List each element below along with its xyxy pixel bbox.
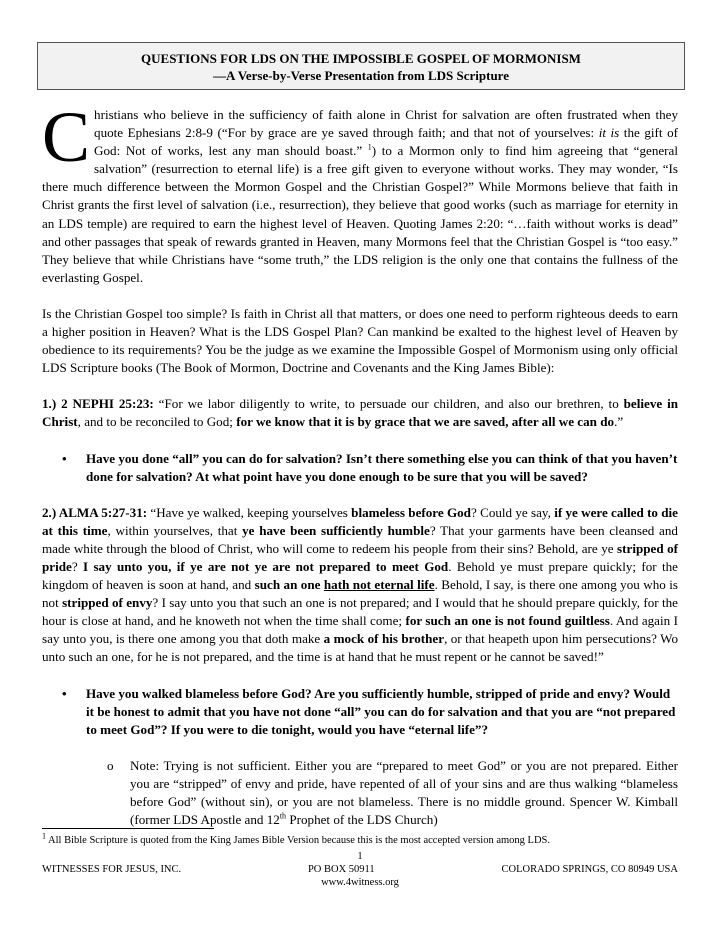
- document-subtitle: —A Verse-by-Verse Presentation from LDS Scripture: [213, 68, 509, 83]
- footnote-ref[interactable]: 1: [367, 142, 372, 152]
- bullet-icon: •: [62, 450, 67, 466]
- document-body: [42, 97, 678, 829]
- intro-paragraph-2: Is the Christian Gospel too simple? Is faith in Christ all that matters, or does one need to perform righteous deeds to earn a higher position in Heaven? What is the LDS Gospel Plan? Can mankind be exalted to the highest level of Heaven by obedience to its requirements? You be the judge as we examine the Impossible Gospel of Mormonism using only official LDS Scripture books (The Book of Mormon, Doctrine and Covenants and the King James Bible):: [42, 305, 678, 376]
- page-number: 1: [357, 851, 363, 862]
- intro-paragraph-1: Christians who believe in the sufficiency of faith alone in Christ for salvation are often frustrated when they quote Ephesians 2:8-9 (“For by grace are ye saved through faith; and that not of yourselves: it is the gift of God: Not of works, lest any man should boast.” $^1$) to a Mormon only to find him agreeing that “general salvation” (resurrection to eternal life) is a free gift given to everyone without works. They may wonder, “Is there much difference between the Mormon Gospel and the Christian Gospel?” While Mormons believe that faith in Christ grants the first level of salvation (i.e., resurrection), they believe that good works (such as marriage for eternity in an LDS temple) are required to earn the highest level of Heaven. Quoting James 2:20: “…faith without works is dead” and other passages that speak of rewards granted in Heaven, many Mormons feel that the Christian Gospel is “too easy.” They believe that while Christians have “some truth,” the LDS religion is the only one that contains the fullness of the everlasting Gospel.: [42, 97, 678, 285]
- question-2-bullet: • Have you walked blameless before God? Are you sufficiently humble, stripped of pride and envy? Would it be honest to admit that you have not done “all” you can do for salvation and that you are “not prepared to meet God”? If you were to die tonight, would you have “eternal life”?: [62, 685, 676, 737]
- scripture-ref: 1.) 2 NEPHI 25:23:: [42, 396, 154, 412]
- footnote-divider: [42, 828, 214, 829]
- footer-po-box: PO BOX 50911: [307, 864, 375, 875]
- scripture-ref: 2.) ALMA 5:27-31:: [42, 504, 148, 520]
- footer-org: WITNESSES FOR JESUS, INC.: [42, 864, 182, 875]
- document-title: QUESTIONS FOR LDS ON THE IMPOSSIBLE GOSPEL OF MORMONISM: [141, 51, 581, 66]
- footer-city: COLORADO SPRINGS, CO 80949 USA: [501, 864, 678, 875]
- footer-website-link[interactable]: www.4witness.org: [321, 877, 399, 888]
- drop-cap: C: [42, 97, 91, 177]
- bullet-icon: •: [62, 685, 67, 701]
- document-title-box: [37, 42, 685, 90]
- question-1: 1.) 2 NEPHI 25:23: “For we labor diligently to write, to persuade our children, and also our brethren, to believe in Christ, and to be reconciled to God; for we know that it is by grace that we are saved, after all we can do.”: [42, 396, 678, 430]
- question-2: 2.) ALMA 5:27-31: “Have ye walked, keeping yourselves blameless before God? Could ye say, if ye were called to die at this time, within yourselves, that ye have been sufficiently humble? That your garments have been cleansed and made white through the blood of Christ, who will come to redeem his people from their sins? Behold, are ye stripped of pride? I say unto you, if ye are not ye are not prepared to meet God. Behold ye must prepare quickly; for the kingdom of heaven is soon at hand, and such an one hath not eternal life. Behold, I say, is there one among you who is not stripped of envy? I say unto you that such an one is not prepared; and I would that he should prepare quickly, for the hour is close at hand, and he knoweth not when the time shall come; for such an one is not found guiltless. And again I say unto you, is there one among you that doth make a mock of his brother, or that heapeth upon him persecutions? Wo unto such an one, for he is not prepared, and the time is at hand that he must repent or he cannot be saved!”: [42, 504, 678, 665]
- question-1-bullet: • Have you done “all” you can do for salvation? Isn’t there something else you can think of that you haven’t done for salvation? At what point have you done enough to be sure that you will be saved?: [62, 450, 678, 484]
- footnote: $^1$ All Bible Scripture is quoted from the King James Bible Version because this is the most accepted version among LDS.: [42, 831, 551, 846]
- note-item: o Note: Trying is not sufficient. Either you are “prepared to meet God” or you are not prepared. Either you are “stripped” of envy and pride, have repented of all of your sins and are thus walking “blameless before God” (without sin), or you are not blameless. There is no middle ground. Spencer W. Kimball (former LDS Apostle and 12th Prophet of the LDS Church): [107, 757, 678, 828]
- page-footer: [42, 850, 678, 889]
- circle-bullet-icon: o: [107, 757, 114, 773]
